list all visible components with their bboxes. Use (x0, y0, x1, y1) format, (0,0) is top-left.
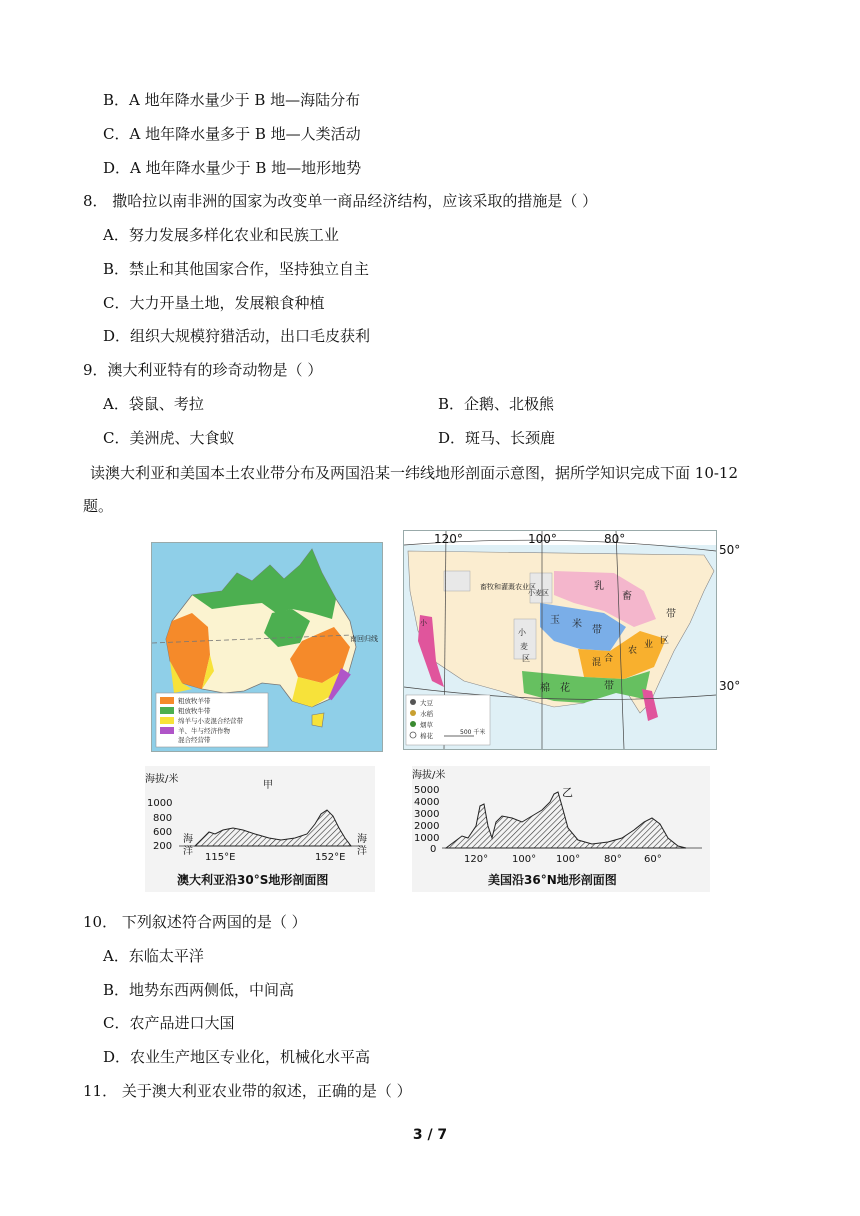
q9-stem: 9．澳大利亚特有的珍奇动物是（ ） (83, 361, 323, 379)
usa-profile (412, 766, 710, 892)
lat-50: 50° (719, 543, 741, 557)
intro-line-2: 题。 (83, 497, 114, 515)
legend-soybean: 大豆 (420, 699, 433, 707)
q7-option-c: C．A 地年降水量多于 B 地—人类活动 (103, 125, 361, 143)
usa-xtick-80: 80° (604, 854, 622, 865)
aus-ocean-left-1: 海 (183, 834, 193, 845)
aus-ytick-200: 200 (153, 841, 173, 852)
legend-mixed-1: 羊、牛与经济作物 (178, 727, 230, 735)
q8-option-c: C．大力开垦土地，发展粮食种植 (103, 294, 325, 312)
label-wheat2-3: 区 (522, 654, 530, 663)
label-corn-2: 米 (572, 619, 582, 630)
label-cotton-2: 花 (560, 683, 570, 694)
usa-ytick-5000: 5000 (414, 785, 440, 796)
label-dairy-3: 带 (666, 609, 676, 620)
aus-xtick-152: 152°E (315, 852, 346, 863)
q7-option-b: B．A 地年降水量少于 B 地—海陆分布 (103, 91, 361, 109)
label-mixed-2: 合 (604, 654, 614, 664)
lat-30: 30° (719, 679, 741, 693)
aus-ocean-left-2: 洋 (183, 846, 193, 857)
q8-option-d: D．组织大规模狩猎活动，出口毛皮获利 (103, 327, 371, 345)
usa-xtick-120: 120° (464, 854, 489, 865)
q10-option-a: A．东临太平洋 (103, 947, 204, 965)
legend-rice: 水稻 (420, 710, 433, 718)
label-wheat2-1: 小 (518, 628, 526, 637)
aus-marker: 甲 (263, 780, 273, 791)
q11-stem: 11． 关于澳大利亚农业带的叙述，正确的是（ ） (83, 1082, 412, 1100)
label-wheat2-2: 麦 (520, 642, 528, 651)
label-mixed-4: 业 (644, 640, 654, 650)
usa-ytick-0: 0 (430, 844, 437, 855)
usa-ytick-1000: 1000 (414, 833, 440, 844)
legend-wheat: 绵羊与小麦混合经营带 (178, 717, 243, 725)
q10-option-b: B．地势东西两侧低，中间高 (103, 981, 295, 999)
intro-line-1: 读澳大利亚和美国本土农业带分布及两国沿某一纬线地形剖面示意图，据所学知识完成下面 10-12 (90, 464, 739, 482)
lon-100: 100° (528, 532, 557, 546)
tropic-label: 南回归线 (350, 635, 378, 643)
aus-caption: 澳大利亚沿30°S地形剖面图 (177, 873, 329, 887)
scale-label: 500 千米 (460, 729, 486, 736)
aus-ytick-600: 600 (153, 827, 173, 838)
label-wheat-small: 小麦区 (528, 589, 549, 597)
q10-option-d: D．农业生产地区专业化，机械化水平高 (103, 1048, 371, 1066)
usa-ytick-2000: 2000 (414, 821, 440, 832)
usa-xtick-100b: 100° (556, 854, 581, 865)
usa-agriculture-map (403, 530, 717, 750)
usa-xtick-100a: 100° (512, 854, 537, 865)
aus-ytick-1000: 1000 (147, 798, 173, 809)
legend-cotton: 棉花 (420, 732, 433, 740)
q9-option-b: B．企鹅、北极熊 (438, 395, 555, 413)
label-corn-1: 玉 (550, 615, 560, 626)
aus-ocean-right-1: 海 (357, 834, 367, 845)
legend-cattle: 粗放牧牛带 (178, 707, 211, 715)
q8-stem: 8． 撒哈拉以南非洲的国家为改变单一商品经济结构，应该采取的措施是（ ） (83, 192, 598, 210)
q10-stem: 10． 下列叙述符合两国的是（ ） (83, 913, 307, 931)
label-dairy-1: 乳 (594, 581, 604, 592)
legend-tobacco: 烟草 (420, 721, 433, 729)
q9-option-d: D．斑马、长颈鹿 (438, 429, 556, 447)
q8-option-b: B．禁止和其他国家合作，坚持独立自主 (103, 260, 370, 278)
label-mixed-1: 混 (592, 658, 602, 668)
aus-ytick-800: 800 (153, 813, 173, 824)
usa-ylabel: 海拔/米 (412, 770, 446, 781)
usa-xtick-60: 60° (644, 854, 662, 865)
usa-ytick-3000: 3000 (414, 809, 440, 820)
q10-option-c: C．农产品进口大国 (103, 1014, 235, 1032)
legend-mixed-2: 混合经营带 (178, 736, 211, 744)
lon-120: 120° (434, 532, 463, 546)
q9-option-c: C．美洲虎、大食蚁 (103, 429, 235, 447)
label-cotton-1: 棉 (540, 683, 550, 694)
q9-option-a: A．袋鼠、考拉 (103, 395, 204, 413)
australia-profile (145, 766, 375, 892)
q7-option-d: D．A 地年降水量少于 B 地—地形地势 (103, 159, 362, 177)
label-corn-3: 带 (592, 625, 602, 636)
label-cotton-3: 带 (604, 681, 614, 692)
aus-xtick-115: 115°E (205, 852, 236, 863)
usa-ytick-4000: 4000 (414, 797, 440, 808)
label-mixed-3: 农 (628, 646, 638, 656)
q8-option-a: A．努力发展多样化农业和民族工业 (103, 226, 339, 244)
label-dairy-2: 畜 (622, 591, 632, 602)
usa-marker: 乙 (562, 786, 573, 799)
aus-ylabel: 海拔/米 (145, 774, 179, 785)
usa-caption: 美国沿36°N地形剖面图 (488, 873, 617, 887)
label-mixed-5: 区 (660, 636, 670, 646)
aus-ocean-right-2: 洋 (357, 846, 367, 857)
legend-sheep: 粗放牧羊带 (178, 697, 211, 705)
label-ranch-west: 小 (420, 619, 427, 627)
lon-80: 80° (604, 532, 626, 546)
page-number: 3 / 7 (412, 1127, 448, 1143)
label-ranch: 畜牧和灌溉农业区 (480, 583, 536, 591)
australia-agriculture-map (151, 542, 383, 752)
